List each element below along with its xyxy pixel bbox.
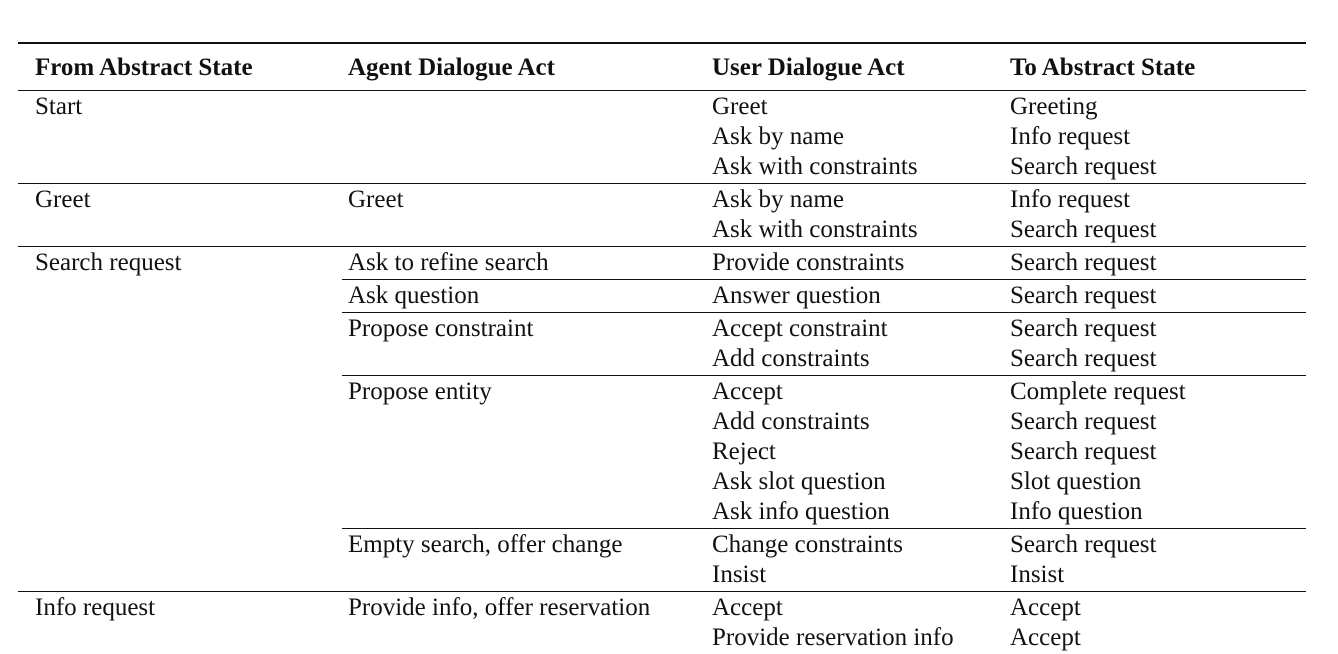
to-state-cell: Slot question (1010, 468, 1142, 495)
header-from-abstract-state: From Abstract State (35, 54, 253, 81)
user-act-cell: Provide constraints (712, 249, 905, 276)
to-state-column (1010, 377, 1186, 527)
header-agent-dialogue-act: Agent Dialogue Act (348, 54, 555, 81)
to-state-cell: Insist (1010, 561, 1065, 588)
to-state-cell: Accept (1010, 594, 1081, 621)
from-state-cell: Greet (35, 186, 91, 213)
user-act-cell: Reject (712, 438, 776, 465)
user-act-cell: Change constraints (712, 531, 903, 558)
to-state-column (1010, 281, 1156, 311)
to-state-cell: Search request (1010, 345, 1157, 372)
user-act-cell: Ask info question (712, 498, 890, 525)
agent-act-cell: Ask question (348, 282, 480, 309)
to-state-column (1010, 92, 1156, 182)
table-subgroup (342, 592, 1306, 654)
header-user-dialogue-act: User Dialogue Act (712, 54, 905, 81)
user-act-cell: Greet (712, 93, 768, 120)
user-act-cell: Accept (712, 594, 783, 621)
agent-act-cell: Greet (348, 186, 404, 213)
table-group (18, 247, 1306, 592)
user-act-cell: Accept constraint (712, 315, 888, 342)
user-act-cell: Accept (712, 378, 783, 405)
user-act-cell: Add constraints (712, 345, 870, 372)
table-header-row (18, 44, 1306, 91)
user-act-column (712, 281, 881, 311)
user-act-column (712, 593, 954, 653)
to-state-cell: Search request (1010, 249, 1157, 276)
to-state-cell: Accept (1010, 624, 1081, 651)
to-state-cell: Greeting (1010, 93, 1098, 120)
to-state-cell: Info request (1010, 123, 1131, 150)
user-act-cell: Insist (712, 561, 767, 588)
header-to-abstract-state: To Abstract State (1010, 54, 1196, 81)
table-subgroup (342, 376, 1306, 529)
user-act-cell: Ask slot question (712, 468, 886, 495)
to-state-cell: Info request (1010, 186, 1131, 213)
to-state-cell: Info question (1010, 498, 1143, 525)
to-state-cell: Complete request (1010, 378, 1186, 405)
user-act-cell: Add constraints (712, 408, 870, 435)
from-state-cell: Info request (35, 594, 156, 621)
user-act-cell: Ask with constraints (712, 216, 918, 243)
table-subgroup (342, 280, 1306, 313)
user-act-column (712, 377, 890, 527)
to-state-column (1010, 248, 1156, 278)
table-subgroup (342, 247, 1306, 280)
table-group (18, 592, 1306, 654)
to-state-cell: Search request (1010, 315, 1157, 342)
agent-act-cell: Propose constraint (348, 315, 534, 342)
user-act-column (712, 185, 918, 245)
to-state-column (1010, 185, 1156, 245)
table-body (18, 91, 1306, 654)
table-subgroup (342, 184, 1306, 246)
from-state-cell: Start (35, 93, 83, 120)
table-subgroup (342, 91, 1306, 183)
user-act-cell: Answer question (712, 282, 881, 309)
to-state-column (1010, 314, 1156, 374)
from-state-cell: Search request (35, 249, 182, 276)
to-state-cell: Search request (1010, 216, 1157, 243)
table-group (18, 184, 1306, 247)
to-state-cell: Search request (1010, 282, 1157, 309)
transition-table (18, 42, 1306, 654)
user-act-column (712, 248, 904, 278)
to-state-cell: Search request (1010, 531, 1157, 558)
table-subgroup (342, 313, 1306, 376)
user-act-cell: Ask by name (712, 123, 844, 150)
table-group (18, 91, 1306, 184)
user-act-column (712, 530, 903, 590)
user-act-column (712, 314, 888, 374)
table-subgroup (342, 529, 1306, 591)
to-state-column (1010, 530, 1156, 590)
agent-act-cell: Provide info, offer reservation (348, 594, 651, 621)
to-state-cell: Search request (1010, 438, 1157, 465)
agent-act-cell: Empty search, offer change (348, 531, 623, 558)
user-act-column (712, 92, 918, 182)
to-state-cell: Search request (1010, 153, 1157, 180)
to-state-cell: Search request (1010, 408, 1157, 435)
user-act-cell: Ask by name (712, 186, 844, 213)
agent-act-cell: Propose entity (348, 378, 492, 405)
user-act-cell: Provide reservation info (712, 624, 954, 651)
to-state-column (1010, 593, 1081, 653)
user-act-cell: Ask with constraints (712, 153, 918, 180)
agent-act-cell: Ask to refine search (348, 249, 549, 276)
